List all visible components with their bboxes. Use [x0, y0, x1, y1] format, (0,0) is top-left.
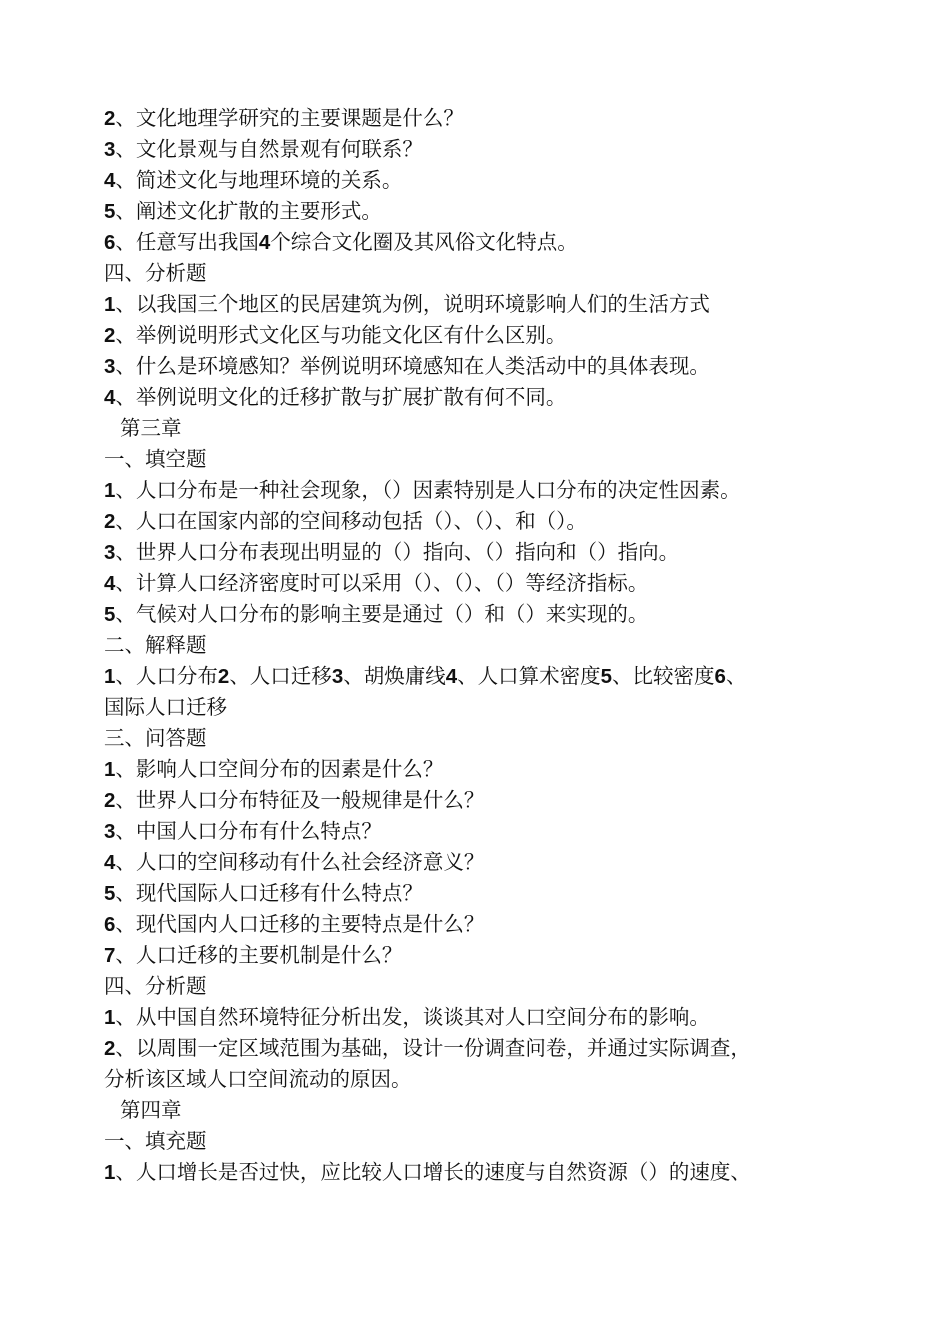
question-number: 4	[104, 169, 116, 192]
question-text: 、胡焕庸线	[343, 664, 446, 688]
question-text: 、任意写出我国	[115, 230, 259, 254]
question-number: 3	[331, 665, 344, 688]
question-number: 6	[104, 231, 116, 254]
question-number: 1	[104, 293, 116, 316]
section-heading: 三、问答题	[104, 726, 207, 750]
question-text: 、什么是环境感知？举例说明环境感知在人类活动中的具体表现。	[115, 354, 710, 378]
question-text: 、现代国内人口迁移的主要特点是什么？	[115, 912, 485, 936]
chapter-title: 第四章	[120, 1098, 182, 1122]
question-item	[104, 816, 864, 847]
section-heading: 四、分析题	[104, 974, 207, 998]
question-text: 、世界人口分布表现出明显的（）指向、（）指向和（）指向。	[115, 540, 680, 564]
question-item	[104, 1002, 864, 1033]
question-number: 2	[104, 789, 116, 812]
question-item	[104, 506, 864, 537]
question-item	[104, 1157, 864, 1188]
question-item	[104, 940, 864, 971]
question-number: 7	[104, 944, 116, 967]
question-number: 1	[104, 479, 116, 502]
question-text: 、	[725, 664, 747, 688]
question-text: 、人口增长是否过快，应比较人口增长的速度与自然资源（）的速度、	[115, 1160, 751, 1184]
question-number: 5	[104, 200, 116, 223]
question-text: 、文化景观与自然景观有何联系？	[115, 137, 423, 161]
question-text: 、人口迁移的主要机制是什么？	[115, 943, 403, 967]
text-line: 国际人口迁移	[104, 695, 227, 719]
question-number: 3	[104, 541, 116, 564]
question-item	[104, 878, 864, 909]
question-item	[104, 320, 864, 351]
question-number: 5	[104, 882, 116, 905]
question-number: 4	[104, 386, 116, 409]
question-number: 2	[104, 324, 116, 347]
question-number: 1	[104, 665, 116, 688]
section-heading: 二、解释题	[104, 633, 207, 657]
question-number: 2	[104, 1037, 116, 1060]
question-item	[104, 289, 864, 320]
text-line: 分析该区域人口空间流动的原因。	[104, 1067, 412, 1091]
question-item	[104, 134, 864, 165]
question-number: 3	[104, 355, 116, 378]
question-number: 4	[104, 572, 116, 595]
question-text: 、举例说明形式文化区与功能文化区有什么区别。	[115, 323, 567, 347]
question-number: 4	[445, 665, 458, 688]
question-number: 1	[104, 758, 116, 781]
question-text: 、比较密度	[612, 664, 715, 688]
question-number: 2	[217, 665, 230, 688]
question-text: 、计算人口经济密度时可以采用（）、（）、（）等经济指标。	[115, 571, 649, 595]
question-item	[104, 382, 864, 413]
question-item	[104, 351, 864, 382]
question-item	[104, 103, 864, 134]
question-text: 个综合文化圈及其风俗文化特点。	[270, 230, 578, 254]
question-item	[104, 847, 864, 878]
question-number: 3	[104, 820, 116, 843]
question-text: 、气候对人口分布的影响主要是通过（）和（）来实现的。	[115, 602, 649, 626]
question-text: 、文化地理学研究的主要课题是什么？	[115, 106, 464, 130]
question-number: 4	[258, 231, 271, 254]
question-number: 3	[104, 138, 116, 161]
question-text: 、人口算术密度	[457, 664, 601, 688]
question-number: 1	[104, 1006, 116, 1029]
question-text: 、以我国三个地区的民居建筑为例，说明环境影响人们的生活方式	[115, 292, 710, 316]
question-text: 、世界人口分布特征及一般规律是什么？	[115, 788, 485, 812]
question-item	[104, 568, 864, 599]
section-heading: 四、分析题	[104, 261, 207, 285]
question-number: 5	[104, 603, 116, 626]
question-number: 2	[104, 107, 116, 130]
question-text: 、人口分布	[115, 664, 218, 688]
section-heading: 一、填空题	[104, 447, 207, 471]
question-item	[104, 909, 864, 940]
question-item	[104, 227, 864, 258]
document-body	[104, 103, 864, 1188]
question-number: 5	[600, 665, 613, 688]
question-number: 6	[714, 665, 726, 688]
question-text: 、人口迁移	[229, 664, 332, 688]
question-text: 、影响人口空间分布的因素是什么？	[115, 757, 444, 781]
question-text: 、从中国自然环境特征分析出发，谈谈其对人口空间分布的影响。	[115, 1005, 710, 1029]
question-text: 、以周围一定区域范围为基础，设计一份调查问卷，并通过实际调查，	[115, 1036, 751, 1060]
question-number: 2	[104, 510, 116, 533]
question-item	[104, 1033, 864, 1064]
question-text: 、人口的空间移动有什么社会经济意义？	[115, 850, 485, 874]
question-item	[104, 785, 864, 816]
question-text: 、简述文化与地理环境的关系。	[115, 168, 403, 192]
question-item	[104, 537, 864, 568]
question-item	[104, 754, 864, 785]
question-text: 、现代国际人口迁移有什么特点？	[115, 881, 423, 905]
question-item	[104, 599, 864, 630]
chapter-title: 第三章	[120, 416, 182, 440]
question-text: 、举例说明文化的迁移扩散与扩展扩散有何不同。	[115, 385, 567, 409]
question-item	[104, 196, 864, 227]
question-number: 4	[104, 851, 116, 874]
question-text: 、人口分布是一种社会现象，（）因素特别是人口分布的决定性因素。	[115, 478, 741, 502]
question-item	[104, 165, 864, 196]
section-heading: 一、填充题	[104, 1129, 207, 1153]
question-item	[104, 661, 864, 692]
question-item	[104, 475, 864, 506]
question-number: 6	[104, 913, 116, 936]
question-text: 、人口在国家内部的空间移动包括（）、（）、和（）。	[115, 509, 587, 533]
question-number: 1	[104, 1161, 116, 1184]
question-text: 、中国人口分布有什么特点？	[115, 819, 382, 843]
question-text: 、阐述文化扩散的主要形式。	[115, 199, 382, 223]
